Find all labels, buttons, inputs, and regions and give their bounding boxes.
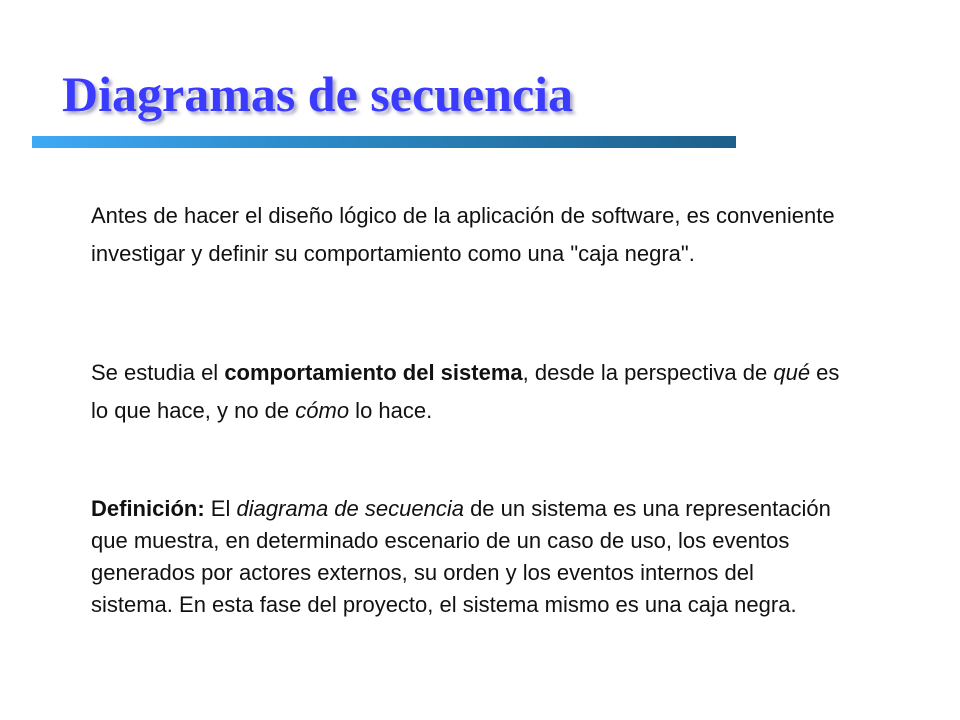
behavior-text-3: es lo que hace, y no de (91, 360, 840, 423)
title-underline-bar (32, 136, 736, 148)
definition-label: Definición: (91, 496, 205, 521)
definition-italic-term: diagrama de secuencia (236, 496, 464, 521)
behavior-bold-text: comportamiento del sistema (224, 360, 523, 385)
definition-text-1: El (204, 496, 237, 521)
definition-text-2: de un sistema es una representación que muestra, en determinado escenario de un caso de uso, los eventos generados por actores externos, su orden y los eventos internos del sistema. En esta fase del proyecto, el sistema mismo es una caja negra. (91, 496, 831, 617)
definition-paragraph (91, 493, 831, 621)
behavior-italic-que: qué (773, 360, 811, 385)
behavior-text-2: , desde la perspectiva de (522, 360, 774, 385)
intro-paragraph: Antes de hacer el diseño lógico de la aplicación de software, es conveniente investigar y definir su comportamiento como una "caja negra". (91, 203, 835, 266)
behavior-text-1: Se estudia el (91, 360, 225, 385)
slide-title: Diagramas de secuencia (62, 66, 574, 122)
behavior-italic-como: cómo (295, 398, 350, 423)
behavior-paragraph (91, 354, 851, 430)
behavior-text-4: lo hace. (349, 398, 433, 423)
